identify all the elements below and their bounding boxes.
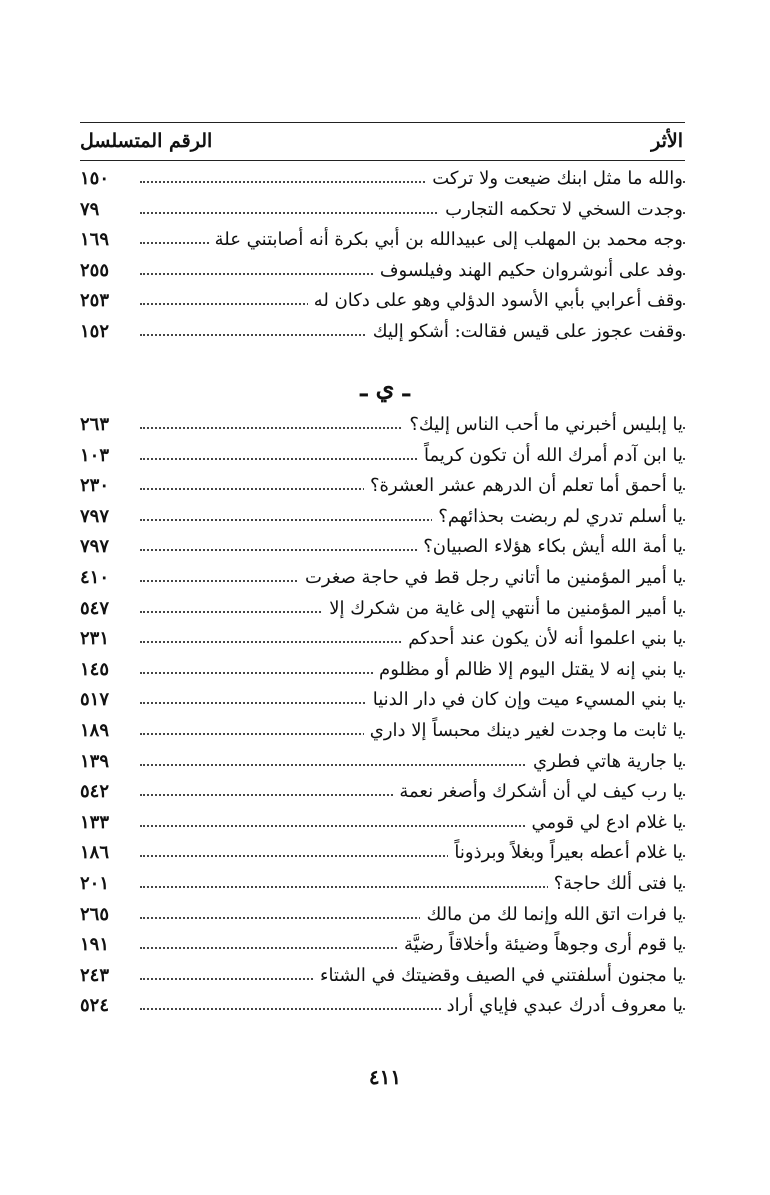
- index-entry: [80, 532, 685, 563]
- entry-text: يا مجنون أسلفتني في الصيف وقضيتك في الشتاء: [314, 961, 683, 991]
- entry-text: يا جارية هاتي فطري: [527, 747, 683, 777]
- entry-text: والله ما مثل ابنك ضيعت ولا تركت: [426, 164, 683, 194]
- index-entry: [80, 286, 685, 317]
- top-rule: [80, 122, 685, 123]
- index-entry: [80, 225, 685, 256]
- entry-number: ٢٣٠: [80, 475, 110, 497]
- entry-text: يا معروف أدرك عبدي فإياي أراد: [441, 991, 683, 1021]
- entry-text: وقف أعرابي بأبي الأسود الدؤلي وهو على دكان له: [308, 286, 683, 316]
- entries-waw: [80, 164, 685, 348]
- entry-number: ٥٤٢: [80, 781, 110, 803]
- index-entry: [80, 869, 685, 900]
- entry-text: يا ابن آدم أمرك الله أن تكون كريماً: [418, 441, 683, 471]
- entry-text: يا أحمق أما تعلم أن الدرهم عشر العشرة؟: [364, 471, 683, 501]
- entry-text: وجه محمد بن المهلب إلى عبيدالله بن أبي بكرة أنه أصابتني علة: [209, 225, 683, 255]
- entry-number: ١٨٦: [80, 842, 110, 864]
- table-header: [80, 126, 685, 156]
- index-entry: [80, 502, 685, 533]
- entry-text: يا غلام أعطه بعيراً وبغلاً وبرذوناً: [448, 838, 683, 868]
- index-entry: [80, 655, 685, 686]
- index-entry: [80, 471, 685, 502]
- index-entry: [80, 195, 685, 226]
- entry-number: ٧٩٧: [80, 505, 110, 527]
- entry-number: ٢٣١: [80, 628, 110, 650]
- entry-text: يا بني إنه لا يقتل اليوم إلا ظالم أو مظلوم: [373, 655, 683, 685]
- index-entry: [80, 961, 685, 992]
- index-entry: [80, 594, 685, 625]
- header-athar: الأثر: [651, 130, 683, 152]
- entry-number: ١٣٣: [80, 811, 110, 833]
- entry-text: يا فرات اتق الله وإنما لك من مالك: [420, 900, 683, 930]
- entry-text: يا ثابت ما وجدت لغير دينك محبساً إلا داري: [364, 716, 683, 746]
- entry-number: ٢٤٣: [80, 964, 110, 986]
- entry-number: ٢٦٣: [80, 414, 110, 435]
- index-entry: [80, 563, 685, 594]
- header-rule: [80, 160, 685, 161]
- entry-text: وجدت السخي لا تحكمه التجارب: [439, 195, 683, 225]
- entry-number: ٧٩٧: [80, 536, 110, 558]
- entry-number: ٢٥٥: [80, 259, 110, 281]
- entry-number: ٢٠١: [80, 872, 110, 894]
- entry-number: ١٨٩: [80, 719, 110, 741]
- entry-text: يا أمة الله أيش بكاء هؤلاء الصبيان؟: [417, 532, 683, 562]
- entry-text: وفد على أنوشروان حكيم الهند وفيلسوف: [374, 256, 683, 286]
- index-entry: [80, 317, 685, 348]
- index-entry: [80, 410, 685, 441]
- entry-number: ١٥٠: [80, 168, 110, 189]
- section-heading-yaa: ـ ي ـ: [360, 373, 410, 402]
- index-entry: [80, 256, 685, 287]
- entry-number: ١٥٢: [80, 320, 110, 342]
- header-serial-number: الرقم المتسلسل: [80, 130, 213, 152]
- entry-number: ١٤٥: [80, 658, 110, 680]
- entry-number: ١٩١: [80, 934, 110, 956]
- index-entry: [80, 930, 685, 961]
- entry-text: يا بني المسيء ميت وإن كان في دار الدنيا: [367, 685, 683, 715]
- entry-text: يا بني اعلموا أنه لأن يكون عند أحدكم: [402, 624, 683, 654]
- entry-text: يا أمير المؤمنين ما أتاني رجل قط في حاجة صغرت: [299, 563, 683, 593]
- index-entry: [80, 716, 685, 747]
- index-entry: [80, 685, 685, 716]
- index-entry: [80, 808, 685, 839]
- entry-number: ١٦٩: [80, 229, 110, 251]
- index-entry: [80, 991, 685, 1022]
- entry-text: وقفت عجوز على قيس فقالت: أشكو إليك: [367, 317, 683, 347]
- entry-number: ٢٥٣: [80, 290, 110, 312]
- index-entry: [80, 441, 685, 472]
- entry-number: ٥٢٤: [80, 995, 110, 1017]
- index-entry: [80, 900, 685, 931]
- index-entry: [80, 624, 685, 655]
- entry-text: يا رب كيف لي أن أشكرك وأصغر نعمة: [393, 777, 683, 807]
- entry-text: يا إبليس أخبرني ما أحب الناس إليك؟: [403, 410, 683, 440]
- entry-number: ٢٦٥: [80, 903, 110, 925]
- entry-text: يا فتى ألك حاجة؟: [548, 869, 683, 899]
- entry-number: ٥٤٧: [80, 597, 110, 619]
- entry-number: ٤١٠: [80, 566, 110, 588]
- entry-number: ١٠٣: [80, 444, 110, 466]
- entry-text: يا غلام ادع لي قومي: [526, 808, 683, 838]
- index-entry: [80, 164, 685, 195]
- entry-number: ٧٩: [80, 198, 100, 220]
- entry-text: يا قوم أرى وجوهاً وضيئة وأخلاقاً رضيَّة: [398, 930, 683, 960]
- entry-text: يا أمير المؤمنين ما أنتهي إلى غاية من شكرك إلا: [323, 594, 683, 624]
- entry-text: يا أسلم تدري لم ربضت بحذائهم؟: [432, 502, 683, 532]
- entries-yaa: [80, 410, 685, 1022]
- entry-number: ٥١٧: [80, 689, 110, 711]
- index-entry: [80, 747, 685, 778]
- index-entry: [80, 777, 685, 808]
- index-entry: [80, 838, 685, 869]
- page-number: ٤١١: [368, 1065, 402, 1089]
- entry-number: ١٣٩: [80, 750, 110, 772]
